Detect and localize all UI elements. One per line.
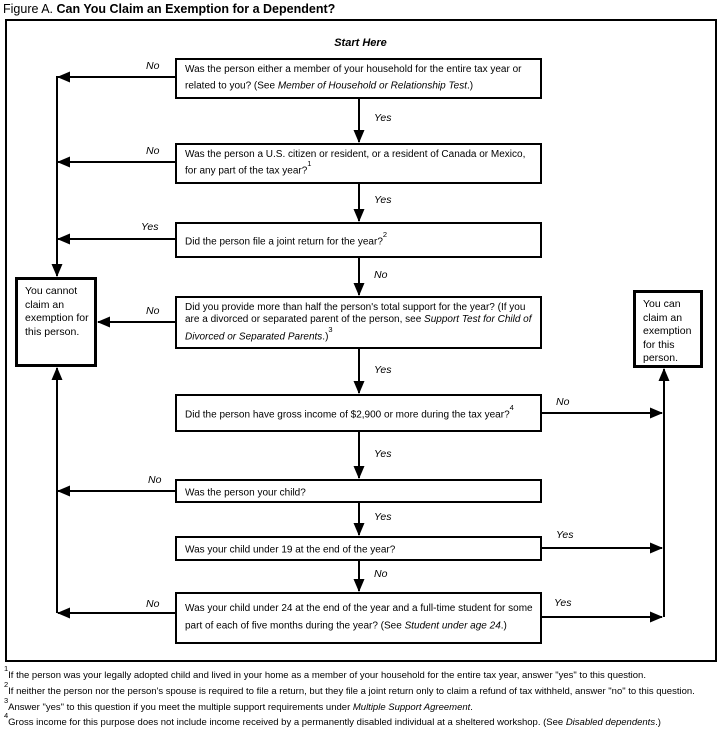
label-q3-yes: Yes	[141, 221, 159, 233]
question-3-text: Did the person file a joint return for the year?$^2$	[185, 229, 388, 247]
question-4-text: Did you provide more than half the person's total support for the year? (If you are a divorced or separated parent of the person, see Support Test for Child of Divorced or Separated Parents.)$^3$	[185, 301, 532, 342]
question-box-6	[175, 479, 542, 503]
label-q7-no: No	[374, 568, 388, 580]
figure-label: Figure A.	[3, 2, 54, 16]
footnotes	[4, 666, 718, 729]
label-q4-yes: Yes	[374, 364, 392, 376]
question-box-1	[175, 58, 542, 99]
question-7-text: Was your child under 19 at the end of the year?	[185, 544, 396, 556]
label-q8-no: No	[146, 598, 160, 610]
figure-heading: Can You Claim an Exemption for a Dependent?	[56, 2, 336, 16]
question-5-text: Did the person have gross income of $2,900 or more during the tax year?$^4$	[185, 402, 514, 420]
label-q3-no: No	[374, 269, 388, 281]
label-q4-no: No	[146, 305, 160, 317]
label-q5-yes: Yes	[374, 448, 392, 460]
label-q6-no: No	[148, 474, 162, 486]
question-box-5	[175, 394, 542, 432]
question-box-2	[175, 143, 542, 184]
label-q1-no: No	[146, 60, 160, 72]
label-q1-yes: Yes	[374, 112, 392, 124]
question-6-text: Was the person your child?	[185, 486, 306, 498]
label-q2-yes: Yes	[374, 194, 392, 206]
question-2-text: Was the person a U.S. citizen or resident, or a resident of Canada or Mexico, for any part of the tax year?$^1$	[185, 148, 526, 177]
footnote-3: $^3$Answer "yes" to this question if you meet the multiple support requirements under Multiple Support Agreement.	[4, 695, 473, 713]
label-q6-yes: Yes	[374, 511, 392, 523]
question-1-text: Was the person either a member of your household for the entire tax year or related to you? (See Member of Household or Relationship Test.)	[185, 63, 522, 92]
footnote-4: $^4$Gross income for this purpose does not include income received by a permanently disabled individual at a sheltered workshop. (See Disabled dependents.)	[4, 711, 661, 729]
label-q5-no: No	[556, 396, 570, 408]
label-q8-yes: Yes	[554, 597, 572, 609]
footnote-2: $^2$If neither the person nor the person's spouse is required to file a return, but they file a joint return only to claim a refund of tax withheld, answer "no" to this question.	[4, 679, 695, 697]
start-here-label: Start Here	[334, 37, 387, 49]
question-box-7	[175, 536, 542, 561]
question-box-3	[175, 222, 542, 258]
label-q7-yes: Yes	[556, 529, 574, 541]
question-8-text: Was your child under 24 at the end of the year and a full-time student for some part of each of five months during the year? (See Student under age 24.)	[185, 603, 533, 632]
question-box-4	[175, 296, 542, 349]
outcome-box-can-claim: You can claim an exemption for this person.	[633, 290, 703, 368]
label-q2-no: No	[146, 145, 160, 157]
outcome-box-cannot-claim: You cannot claim an exemption for this person.	[15, 277, 97, 367]
footnote-1: $^1$If the person was your legally adopted child and lived in your home as a member of your household for the entire tax year, answer "yes" to this question.	[4, 664, 646, 682]
question-box-8	[175, 592, 542, 644]
